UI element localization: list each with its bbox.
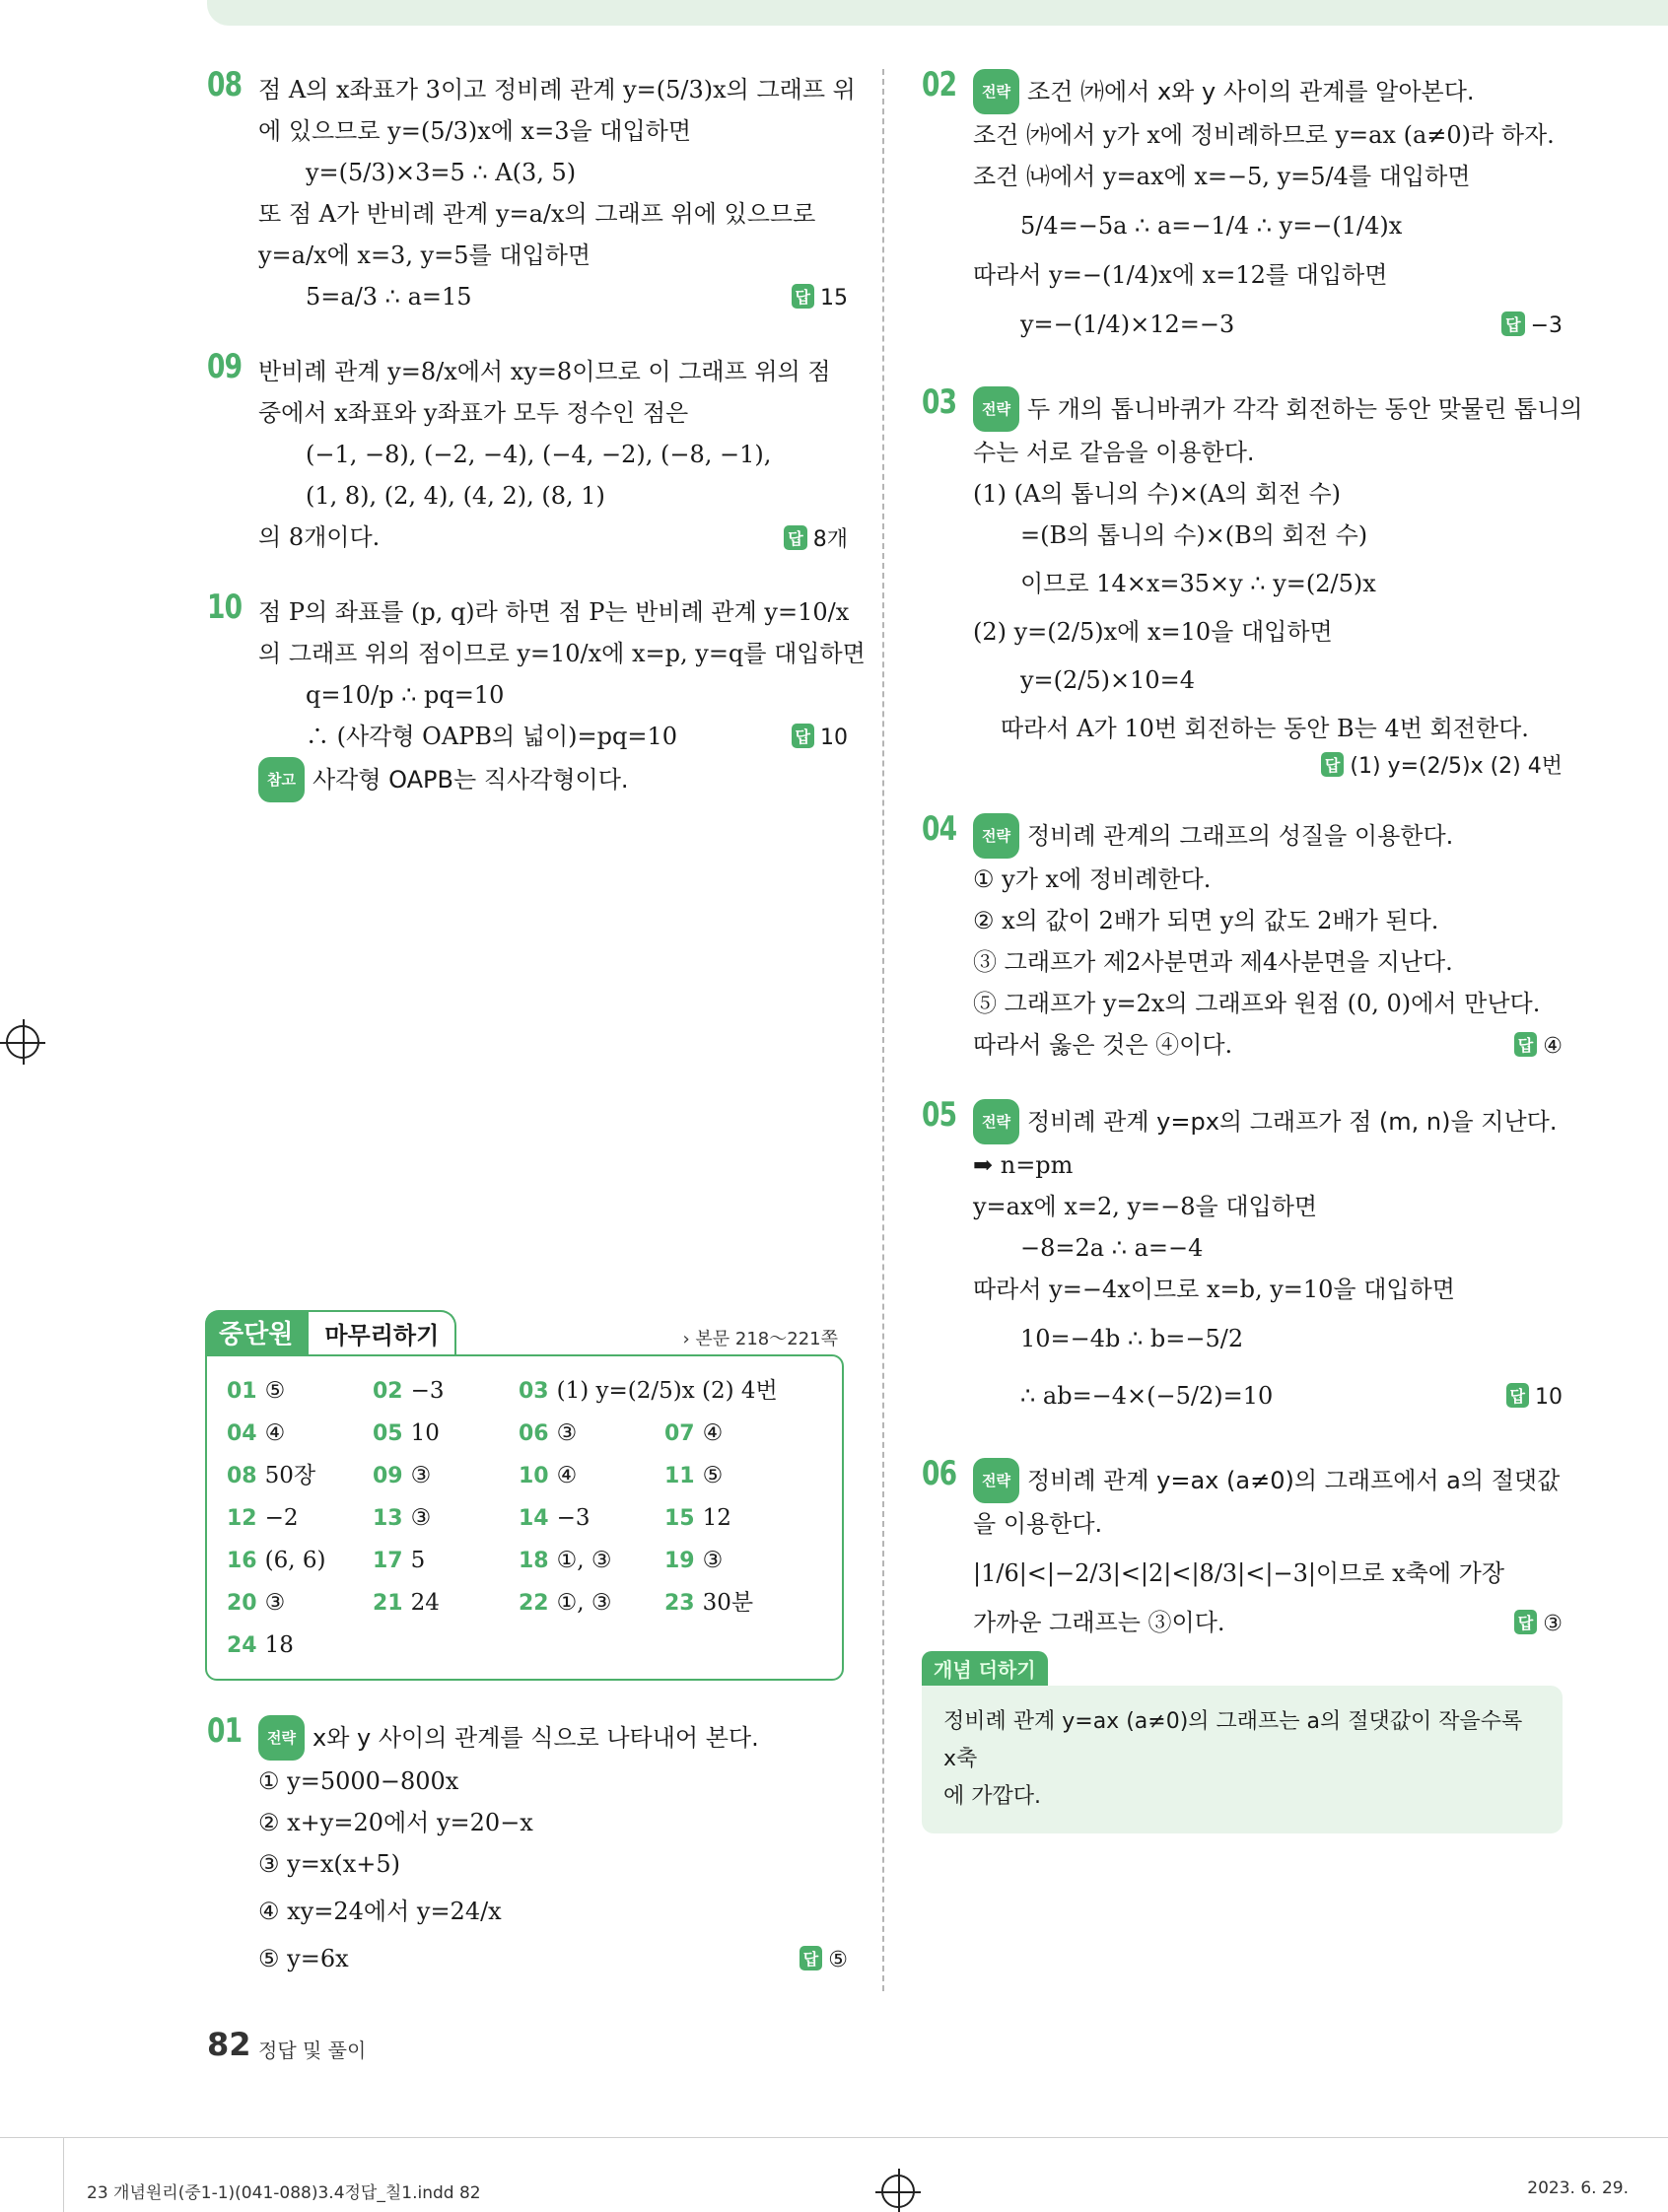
print-date: 2023. 6. 29. — [1527, 2178, 1629, 2198]
summary-item-answer: ③ — [702, 1548, 724, 1573]
answer-value: 10 — [820, 725, 848, 750]
text-line: 가까운 그래프는 ③이다. — [973, 1609, 1225, 1636]
text-line: |1/6|<|−2/3|<|2|<|8/3|<|−3|이므로 x축에 가장 — [973, 1559, 1505, 1587]
summary-item-number: 12 — [227, 1506, 257, 1531]
answer-tag: 답 — [1321, 752, 1344, 777]
answer-value: 10 — [1535, 1384, 1563, 1410]
left-column-bottom — [207, 1711, 848, 2013]
problem-number: 05 — [922, 1095, 957, 1135]
text-line: 반비례 관계 y=8/x에서 xy=8이므로 이 그래프 위의 점 — [258, 358, 831, 385]
problem-02 — [922, 65, 1563, 353]
summary-item-11 — [664, 1457, 810, 1495]
summary-item-answer: ③ — [264, 1590, 286, 1616]
summary-item-answer: −3 — [556, 1505, 591, 1531]
text-line: ⑤ 그래프가 y=2x의 그래프와 원점 (0, 0)에서 만난다. — [973, 990, 1541, 1017]
answer-row — [973, 296, 1563, 353]
answer-row — [973, 1367, 1563, 1424]
text-line: (1) (A의 톱니의 수)×(A의 회전 수) — [973, 480, 1342, 508]
summary-item-04 — [227, 1415, 373, 1453]
text-line: 점 A의 x좌표가 3이고 정비례 관계 y=(5/3)x의 그래프 위 — [258, 76, 856, 104]
summary-item-number: 01 — [227, 1379, 257, 1404]
summary-item-answer: ①, ③ — [556, 1548, 612, 1573]
summary-item-16 — [227, 1542, 373, 1580]
summary-item-answer: 5 — [410, 1548, 426, 1573]
problem-06 — [922, 1454, 1563, 1643]
answer — [1514, 1032, 1563, 1059]
problem-03 — [922, 382, 1583, 780]
summary-item-answer: ⑤ — [702, 1463, 724, 1488]
problem-04 — [922, 809, 1563, 1066]
text-line: 또 점 A가 반비례 관계 y=a/x의 그래프 위에 있으므로 — [258, 200, 816, 228]
strategy-text: 정비례 관계 y=px의 그래프가 점 (m, n)을 지난다. — [1026, 1108, 1558, 1136]
text-line: 조건 ㈏에서 y=ax에 x=−5, y=5/4를 대입하면 — [973, 163, 1471, 190]
summary-item-number: 07 — [664, 1421, 695, 1446]
strategy-line — [973, 386, 1583, 432]
answer — [1514, 1610, 1563, 1636]
summary-item-number: 16 — [227, 1549, 257, 1573]
summary-item-08 — [227, 1457, 373, 1495]
answer — [1506, 1383, 1563, 1410]
text-line: ① y=5000−800x — [258, 1767, 459, 1795]
text-line: 점 P의 좌표를 (p, q)라 하면 점 P는 반비례 관계 y=10/x — [258, 598, 850, 626]
text-line: 5=a/3 ∴ a=15 — [306, 283, 472, 311]
answer-tag: 답 — [784, 525, 806, 550]
strategy-text: 정비례 관계의 그래프의 성질을 이용한다. — [1026, 822, 1454, 850]
text-line: 10=−4b ∴ b=−5/2 — [1020, 1325, 1244, 1352]
strategy-text: 정비례 관계 y=ax (a≠0)의 그래프에서 a의 절댓값 — [1026, 1467, 1561, 1494]
answer-tag: 답 — [1501, 311, 1524, 336]
summary-item-03 — [519, 1372, 810, 1411]
answer-value: −3 — [1530, 312, 1563, 338]
problem-number: 08 — [207, 65, 243, 104]
text-line: ① y가 x에 정비례한다. — [973, 865, 1212, 893]
text-line: 따라서 y=−4x이므로 x=b, y=10을 대입하면 — [973, 1276, 1455, 1303]
answer-row — [973, 749, 1563, 780]
summary-page-ref — [682, 1325, 844, 1354]
text-line: ➡ n=pm — [973, 1151, 1074, 1179]
summary-item-06 — [519, 1415, 664, 1453]
text-line: (1, 8), (2, 4), (4, 2), (8, 1) — [306, 482, 605, 510]
answer-value: ⑤ — [828, 1947, 848, 1972]
problem-number: 03 — [922, 382, 957, 422]
summary-item-answer: 10 — [410, 1420, 440, 1446]
summary-item-number: 22 — [519, 1591, 549, 1616]
summary-grid — [227, 1372, 822, 1665]
problem-number: 10 — [207, 588, 243, 627]
summary-item-09 — [373, 1457, 519, 1495]
answer-row — [258, 716, 848, 757]
strategy-tag: 전략 — [973, 1099, 1019, 1144]
strategy-text: 조건 ㈎에서 x와 y 사이의 관계를 알아본다. — [1026, 78, 1475, 105]
text-line: y=−(1/4)×12=−3 — [1020, 311, 1235, 338]
page-section-label: 정답 및 풀이 — [258, 2039, 367, 2062]
summary-item-answer: 30분 — [702, 1590, 754, 1616]
text-line: ∴ ab=−4×(−5/2)=10 — [1020, 1382, 1274, 1410]
summary-body — [205, 1354, 844, 1681]
summary-item-10 — [519, 1457, 664, 1495]
text-line: 이므로 14×x=35×y ∴ y=(2/5)x — [1020, 570, 1376, 597]
summary-item-number: 09 — [373, 1464, 403, 1488]
strategy-text: 두 개의 톱니바퀴가 각각 회전하는 동안 맞물린 톱니의 — [1026, 395, 1583, 423]
note-tag: 참고 — [258, 757, 305, 802]
text-line: y=a/x에 x=3, y=5를 대입하면 — [258, 242, 591, 269]
text-line: y=(2/5)×10=4 — [1020, 666, 1196, 694]
text-line: =(B의 톱니의 수)×(B의 회전 수) — [1020, 521, 1368, 549]
strategy-text: x와 y 사이의 관계를 식으로 나타내어 본다. — [312, 1724, 759, 1752]
summary-item-number: 18 — [519, 1549, 549, 1573]
summary-item-number: 19 — [664, 1549, 695, 1573]
text-line: 중에서 x좌표와 y좌표가 모두 정수인 점은 — [258, 399, 689, 427]
summary-item-number: 08 — [227, 1464, 257, 1488]
answer-value: 8개 — [812, 526, 848, 552]
concept-tag — [922, 1651, 1048, 1686]
summary-item-number: 20 — [227, 1591, 257, 1616]
text-line: (−1, −8), (−2, −4), (−4, −2), (−8, −1), — [306, 441, 772, 468]
concept-tag-main: 개념 — [934, 1658, 972, 1682]
text-line: ∴ (사각형 OAPB의 넓이)=pq=10 — [306, 723, 677, 750]
summary-item-answer: 24 — [410, 1590, 440, 1616]
concept-plus-box — [922, 1651, 1563, 1833]
summary-item-answer: ④ — [556, 1463, 578, 1488]
answer-value: 15 — [820, 285, 848, 311]
summary-item-number: 02 — [373, 1379, 403, 1404]
summary-item-02 — [373, 1372, 519, 1411]
concept-line: 정비례 관계 y=ax (a≠0)의 그래프는 a의 절댓값이 작을수록 x축 — [943, 1709, 1523, 1771]
page-number: 82 — [207, 2026, 251, 2063]
chevron-right-icon: › — [682, 1329, 690, 1349]
summary-item-05 — [373, 1415, 519, 1453]
answer — [784, 522, 848, 553]
summary-item-number: 14 — [519, 1506, 549, 1531]
strategy-tag: 전략 — [973, 386, 1019, 432]
strategy-tag: 전략 — [258, 1715, 305, 1761]
summary-item-07 — [664, 1415, 810, 1453]
answer-tag: 답 — [1514, 1032, 1537, 1057]
text-line: q=10/p ∴ pq=10 — [306, 681, 505, 709]
summary-item-answer: ③ — [556, 1420, 578, 1446]
summary-title-main: 중단원 — [205, 1310, 307, 1354]
problem-number: 04 — [922, 809, 957, 849]
answer — [792, 724, 848, 750]
problem-number: 09 — [207, 347, 243, 386]
summary-item-answer: 18 — [264, 1632, 294, 1658]
summary-item-12 — [227, 1499, 373, 1538]
summary-item-21 — [373, 1584, 519, 1623]
text-line: −8=2a ∴ a=−4 — [1020, 1234, 1204, 1262]
summary-item-number: 21 — [373, 1591, 403, 1616]
summary-item-number: 17 — [373, 1549, 403, 1573]
print-trim-mark — [63, 2137, 64, 2212]
summary-item-19 — [664, 1542, 810, 1580]
summary-ref-text: 본문 218～221쪽 — [695, 1329, 838, 1349]
summary-item-answer: (6, 6) — [264, 1548, 326, 1573]
text-line: ③ 그래프가 제2사분면과 제4사분면을 지난다. — [973, 948, 1453, 976]
summary-item-answer: ④ — [702, 1420, 724, 1446]
summary-item-number: 13 — [373, 1506, 403, 1531]
text-line: (2) y=(2/5)x에 x=10을 대입하면 — [973, 618, 1333, 646]
strategy-line — [973, 69, 1563, 114]
text-line: y=(5/3)×3=5 ∴ A(3, 5) — [306, 159, 577, 186]
summary-item-17 — [373, 1542, 519, 1580]
summary-item-22 — [519, 1584, 664, 1623]
summary-item-number: 24 — [227, 1633, 257, 1658]
answer-row — [973, 1602, 1563, 1643]
problem-number: 02 — [922, 65, 957, 104]
problem-09 — [207, 347, 848, 558]
problem-01 — [207, 1711, 848, 1979]
strategy-line — [973, 813, 1563, 859]
registration-mark-icon — [6, 1025, 39, 1059]
summary-item-answer: −3 — [410, 1378, 445, 1404]
problem-number: 06 — [922, 1454, 957, 1493]
column-divider — [882, 69, 884, 1991]
text-line: 의 그래프 위의 점이므로 y=10/x에 x=p, y=q를 대입하면 — [258, 640, 866, 667]
strategy-line — [973, 1458, 1563, 1503]
concept-line: 에 가깝다. — [943, 1784, 1041, 1809]
summary-item-answer: ③ — [410, 1505, 432, 1531]
summary-item-answer: −2 — [264, 1505, 299, 1531]
answer-row — [973, 1024, 1563, 1066]
strategy-line — [258, 1715, 848, 1761]
strategy-tag: 전략 — [973, 1458, 1019, 1503]
text-line: 따라서 옳은 것은 ④이다. — [973, 1031, 1233, 1059]
text-line: 의 8개이다. — [258, 523, 381, 551]
summary-item-answer: 12 — [702, 1505, 731, 1531]
answer — [792, 284, 848, 311]
text-line: 조건 ㈎에서 y가 x에 정비례하므로 y=ax (a≠0)라 하자. — [973, 121, 1555, 149]
answer — [1501, 311, 1563, 338]
summary-item-answer: ④ — [264, 1420, 286, 1446]
summary-item-14 — [519, 1499, 664, 1538]
text-line: ② x+y=20에서 y=20−x — [258, 1809, 533, 1836]
note-line — [258, 757, 848, 802]
summary-item-answer: ⑤ — [264, 1378, 286, 1404]
summary-item-answer: ③ — [410, 1463, 432, 1488]
answer-row — [258, 517, 848, 558]
problem-05 — [922, 1095, 1563, 1424]
summary-item-20 — [227, 1584, 373, 1623]
note-text: 사각형 OAPB는 직사각형이다. — [312, 766, 629, 794]
summary-item-number: 15 — [664, 1506, 695, 1531]
answer-value: (1) y=(2/5)x (2) 4번 — [1350, 754, 1563, 779]
summary-item-number: 05 — [373, 1421, 403, 1446]
problem-08 — [207, 65, 856, 317]
summary-title-sub: 마무리하기 — [307, 1310, 456, 1354]
strategy-line-2: 을 이용한다. — [973, 1510, 1103, 1538]
answer-tag: 답 — [792, 724, 814, 748]
text-line: 에 있으므로 y=(5/3)x에 x=3을 대입하면 — [258, 117, 692, 145]
answer-tag: 답 — [799, 1946, 822, 1970]
answer — [1321, 749, 1563, 780]
summary-item-13 — [373, 1499, 519, 1538]
top-decor-bar — [207, 0, 1668, 26]
summary-item-answer: 50장 — [264, 1463, 316, 1488]
text-line: 5/4=−5a ∴ a=−1/4 ∴ y=−(1/4)x — [1020, 212, 1403, 240]
answer-value: ④ — [1543, 1033, 1563, 1059]
print-file-name: 23 개념원리(중1-1)(041-088)3.4정답_칠1.indd 82 — [87, 2183, 481, 2203]
summary-item-answer: (1) y=(2/5)x (2) 4번 — [556, 1378, 778, 1404]
strategy-line — [973, 1099, 1563, 1144]
answer-value: ③ — [1543, 1611, 1563, 1636]
answer-tag: 답 — [1514, 1610, 1537, 1634]
answer — [799, 1946, 848, 1972]
summary-item-01 — [227, 1372, 373, 1411]
print-trim-line — [0, 2137, 1668, 2138]
summary-item-number: 04 — [227, 1421, 257, 1446]
summary-item-23 — [664, 1584, 810, 1623]
text-line: ③ y=x(x+5) — [258, 1850, 400, 1878]
summary-item-18 — [519, 1542, 664, 1580]
strategy-line-2: 수는 서로 같음을 이용한다. — [973, 439, 1255, 466]
answer-row — [258, 276, 848, 317]
summary-item-answer: ①, ③ — [556, 1590, 612, 1616]
right-column — [922, 65, 1583, 1833]
text-line: ② x의 값이 2배가 되면 y의 값도 2배가 된다. — [973, 907, 1439, 934]
summary-item-number: 11 — [664, 1464, 695, 1488]
strategy-tag: 전략 — [973, 813, 1019, 859]
answer-row — [258, 1938, 848, 1979]
text-line: 따라서 y=−(1/4)x에 x=12를 대입하면 — [973, 261, 1388, 289]
answer-tag: 답 — [792, 284, 814, 309]
problem-number: 01 — [207, 1711, 243, 1751]
concept-body — [922, 1686, 1563, 1833]
registration-mark-icon — [881, 2175, 915, 2208]
text-line: ⑤ y=6x — [258, 1945, 349, 1972]
strategy-tag: 전략 — [973, 69, 1019, 114]
left-column — [207, 65, 866, 836]
answer-tag: 답 — [1506, 1383, 1529, 1408]
summary-item-number: 03 — [519, 1379, 549, 1404]
text-line: ④ xy=24에서 y=24/x — [258, 1898, 502, 1925]
summary-item-number: 06 — [519, 1421, 549, 1446]
text-line: y=ax에 x=2, y=−8을 대입하면 — [973, 1193, 1318, 1220]
summary-answer-box — [205, 1311, 844, 1681]
problem-10 — [207, 588, 866, 802]
summary-item-number: 23 — [664, 1591, 695, 1616]
text-line: 따라서 A가 10번 회전하는 동안 B는 4번 회전한다. — [1001, 715, 1529, 742]
summary-item-24 — [227, 1626, 373, 1665]
summary-item-number: 10 — [519, 1464, 549, 1488]
summary-header — [205, 1311, 844, 1354]
concept-tag-sub: 더하기 — [978, 1658, 1036, 1682]
summary-item-15 — [664, 1499, 810, 1538]
